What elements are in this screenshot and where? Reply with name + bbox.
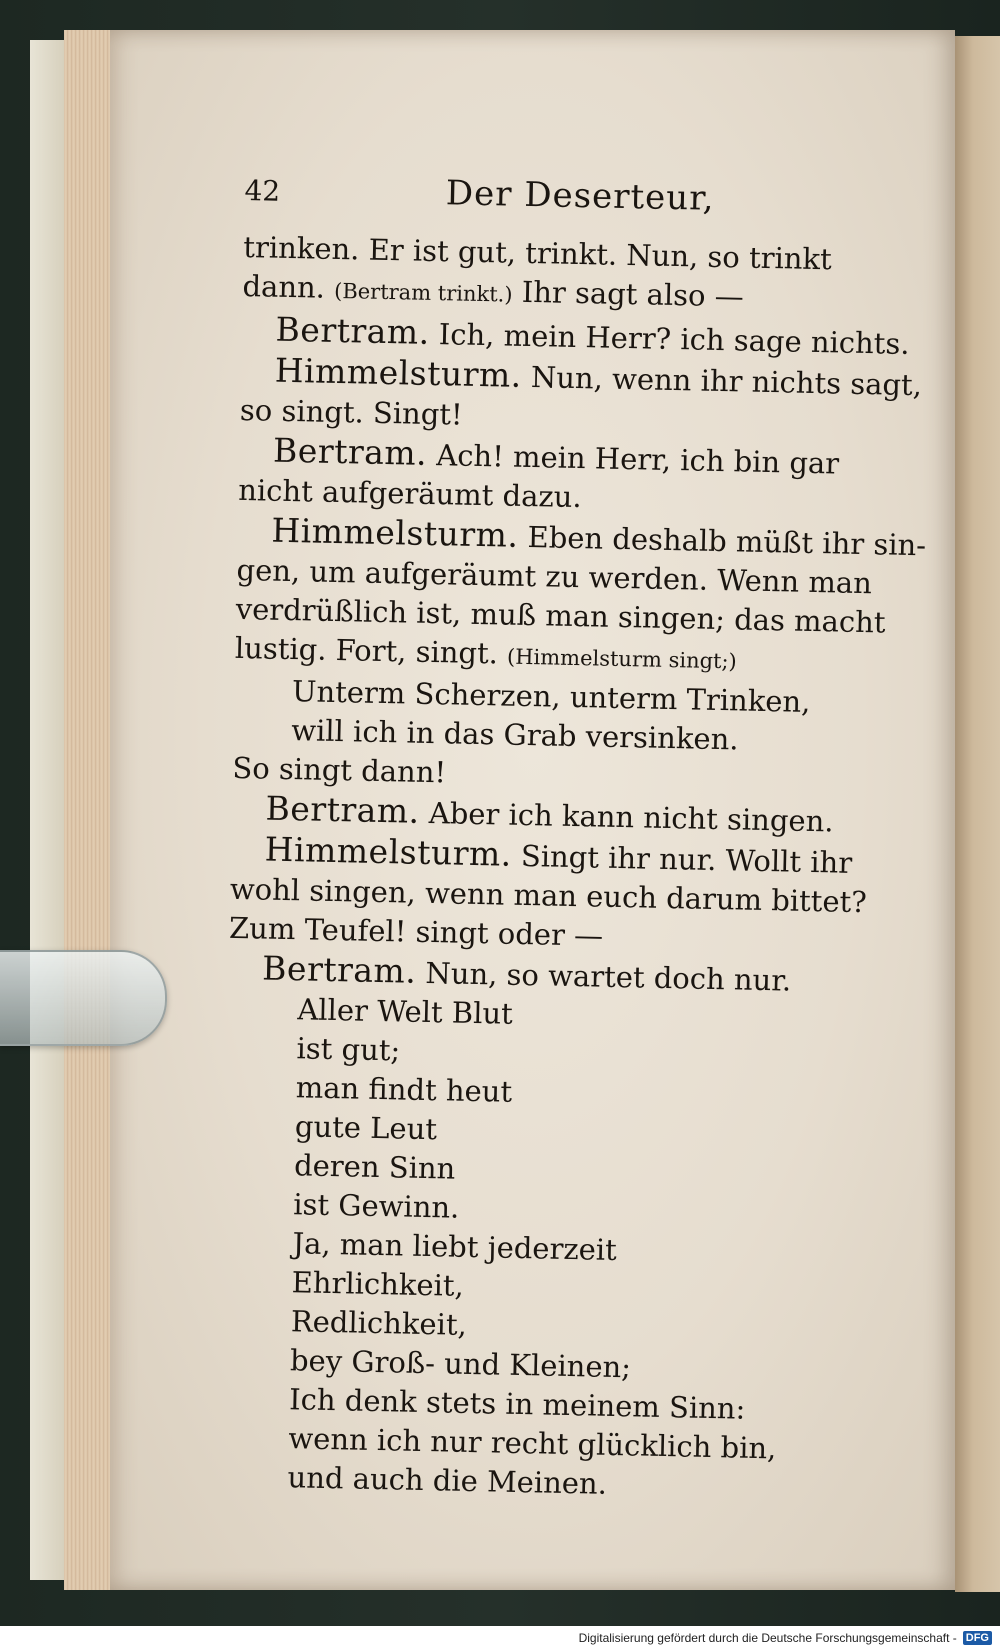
song-line: Ehrlichkeit,	[291, 1265, 465, 1303]
speech: Nun, so wartet doch nur.	[425, 955, 792, 998]
song-line: man findt heut	[295, 1070, 513, 1109]
speaker-name: Bertram.	[265, 788, 421, 831]
text-fragment: dann.	[242, 268, 326, 305]
speech: Aber ich kann nicht singen.	[428, 795, 834, 839]
speech: Nun, wenn ihr nichts sagt,	[530, 360, 923, 403]
page-header	[244, 170, 715, 220]
speaker-name: Bertram.	[261, 948, 417, 991]
song-line: gute Leut	[294, 1109, 438, 1147]
text-line: Zum Teufel! singt oder —	[228, 910, 604, 953]
next-page-edge	[955, 36, 1000, 1592]
speech: Ach! mein Herr, ich bin gar	[435, 438, 840, 481]
text-fragment: Ihr sagt also —	[521, 274, 745, 314]
stage-direction: (Himmelsturm singt;)	[506, 644, 738, 674]
song-line: Redlichkeit,	[290, 1304, 468, 1342]
song-line: Aller Welt Blut	[297, 992, 514, 1031]
song-line: und auch die Meinen.	[287, 1460, 608, 1501]
speaker-name: Bertram.	[272, 430, 428, 473]
song-line: Ja, man liebt jederzeit	[292, 1226, 618, 1268]
page-holder-clip	[0, 950, 167, 1046]
speech: Singt ihr nur. Wollt ihr	[520, 838, 853, 880]
speech: Eben deshalb müßt ihr sin-	[527, 520, 927, 563]
text-line: nicht aufgeräumt dazu.	[237, 472, 582, 515]
speaker-name: Himmelsturm.	[264, 829, 513, 874]
song-line: wenn ich nur recht glücklich bin,	[288, 1421, 777, 1466]
text-line: trinken. Er ist gut, trinkt. Nun, so trinkt	[243, 229, 833, 277]
page-number: 42	[244, 173, 281, 208]
page-text	[217, 170, 927, 1510]
speaker-name: Himmelsturm.	[271, 510, 519, 555]
digitization-footer	[0, 1626, 1000, 1649]
text-line: So singt dann!	[232, 750, 447, 790]
dfg-logo: DFG	[963, 1631, 992, 1645]
text-line: so singt. Singt!	[239, 392, 464, 432]
stage-direction: (Bertram trinkt.)	[333, 278, 513, 307]
text-line: wohl singen, wenn man euch darum bittet?	[229, 871, 868, 920]
text-line: verdrüßlich ist, muß man singen; das macht	[235, 591, 886, 640]
running-title: Der Deserteur,	[445, 173, 715, 219]
verse-line: will ich in das Grab versinken.	[290, 713, 739, 757]
song-line: ist gut;	[296, 1031, 401, 1068]
verse-line: Unterm Scherzen, unterm Trinken,	[291, 674, 811, 719]
song-line: bey Groß- und Kleinen;	[289, 1343, 632, 1385]
funding-credit: Digitalisierung gefördert durch die Deutsche Forschungsgemeinschaft -	[578, 1630, 957, 1645]
text-line: gen, um aufgeräumt zu werden. Wenn man	[236, 552, 873, 601]
text-fragment: lustig. Fort, singt.	[234, 630, 499, 671]
song-line: deren Sinn	[293, 1148, 456, 1186]
song-line: Ich denk stets in meinem Sinn:	[288, 1382, 746, 1426]
song-line: ist Gewinn.	[292, 1187, 460, 1225]
speech: Ich, mein Herr? ich sage nichts.	[438, 317, 910, 361]
speaker-name: Himmelsturm.	[274, 350, 523, 395]
speaker-name: Bertram.	[275, 309, 431, 352]
